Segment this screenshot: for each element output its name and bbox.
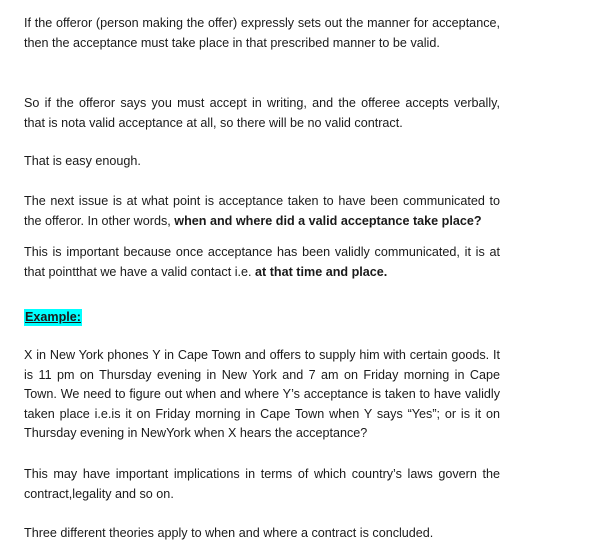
paragraph-implications [24,465,500,504]
paragraph-three-theories [24,524,500,544]
example-label: Example: [25,310,81,324]
paragraph-text: So if the offeror says you must accept in writing, and the offeree accepts verbally, that is nota valid acceptance at all, so there will be no valid contract. [24,96,500,130]
paragraph-easy-enough [24,152,500,172]
paragraph-text: This is important because once acceptance has been validly communicated, it is at that pointthat we have a valid contact i.e. [24,245,500,279]
paragraph-next-issue [24,192,500,231]
paragraph-text: The next issue is at what point is acceptance taken to have been communicated to the offeror. In other words, [24,194,500,228]
paragraph-bold-time-place: at that time and place. [255,264,388,279]
paragraph-text: That is easy enough. [24,154,141,168]
paragraph-text: This may have important implications in terms of which country’s laws govern the contract,legality and so on. [24,467,500,501]
paragraph-text: If the offeror (person making the offer) expressly sets out the manner for acceptance, then the acceptance must take place in that prescribed manner to be valid. [24,16,500,50]
paragraph-manner-of-acceptance [24,14,500,53]
paragraph-text: X in New York phones Y in Cape Town and offers to supply him with certain goods. It is 11 pm on Thursday evening in New York and 7 am on Friday morning in Cape Town. We need to figure out when and where Y’s acceptance is taken to have validly taken place i.e.is it on Friday morning in Cape Town when Y says “Yes”; or is it on Thursday evening in NewYork when X hears the acceptance? [24,348,500,441]
paragraph-importance [24,243,500,282]
paragraph-bold-question: when and where did a valid acceptance take place? [174,213,482,228]
example-heading [24,308,500,328]
paragraph-writing-example [24,94,500,133]
paragraph-new-york-cape-town [24,346,500,444]
paragraph-text: Three different theories apply to when and where a contract is concluded. [24,526,434,540]
